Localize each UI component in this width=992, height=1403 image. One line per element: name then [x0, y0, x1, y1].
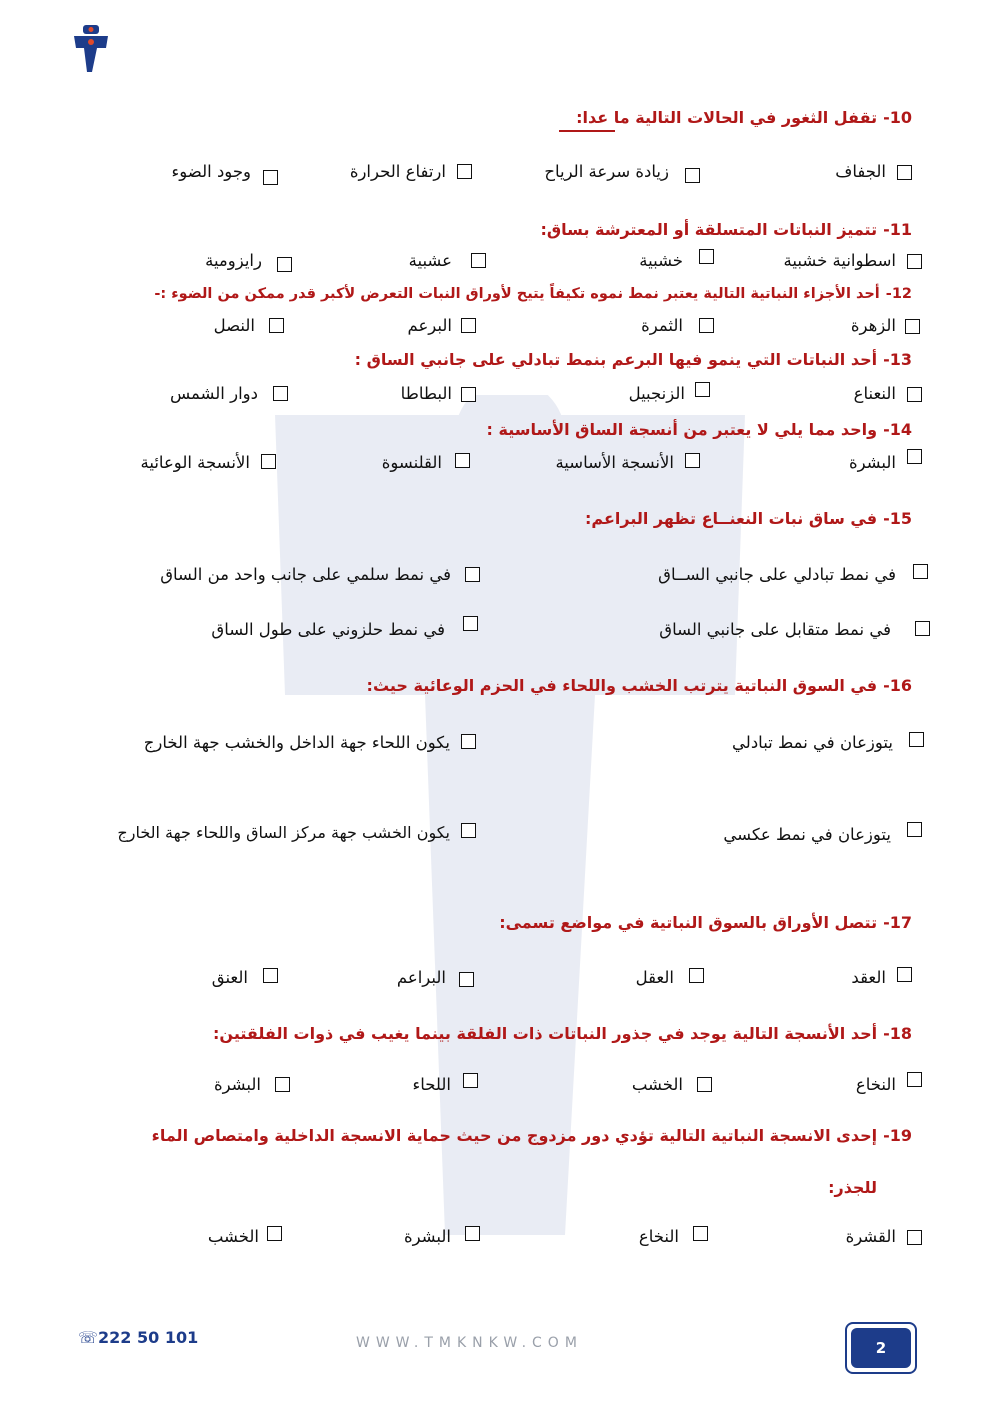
option-q10-c: ارتفاع الحرارة — [349, 162, 446, 181]
question-19: 19-إحدى الانسجة النباتية التالية تؤدي دور مزدوج من حيث حماية الانسجة الداخلية وامتصاص الماء — [151, 1126, 912, 1145]
question-12: 12-أحد الأجزاء النباتية التالية يعتبر نمط نموه تكيفاً يتيح لأوراق النبات التعرض لأكبر قدر ممكن من الضوء :- — [154, 286, 912, 302]
question-14: 14-واحد مما يلي لا يعتبر من أنسجة الساق الأساسية : — [486, 420, 912, 439]
option-q15-b: في نمط سلمي على جانب واحد من الساق — [160, 565, 451, 584]
option-q13-d: دوار الشمس — [169, 384, 258, 403]
option-q16-a: يتوزعان في نمط تبادلي — [732, 733, 893, 752]
option-q10-b: زيادة سرعة الرياح — [544, 162, 669, 181]
option-q12-b: الثمرة — [641, 316, 683, 335]
question-16: 16-في السوق النباتية يترتب الخشب واللحاء في الحزم الوعائية حيث: — [366, 676, 912, 695]
checkbox-q12-c[interactable] — [461, 318, 476, 333]
checkbox-q14-a[interactable] — [907, 449, 922, 464]
checkbox-q17-d[interactable] — [263, 968, 278, 983]
question-19-continued: للجذر: — [828, 1178, 877, 1197]
option-q15-c: في نمط متقابل على جانبي الساق — [659, 620, 891, 639]
checkbox-q11-a[interactable] — [907, 254, 922, 269]
question-17: 17-تتصل الأوراق بالسوق النباتية في مواضع تسمى: — [499, 913, 912, 932]
option-q10-a: الجفاف — [835, 162, 886, 181]
question-15: 15-في ساق نبات النعنــاع تظهر البراعم: — [585, 509, 912, 528]
option-q14-d: الأنسجة الوعائية — [140, 453, 250, 472]
checkbox-q16-d[interactable] — [461, 823, 476, 838]
page-number-badge — [845, 1322, 917, 1374]
checkbox-q10-a[interactable] — [897, 165, 912, 180]
option-q18-b: الخشب — [631, 1075, 683, 1094]
underline-accent — [559, 130, 615, 132]
option-q14-b: الأنسجة الأساسية — [555, 453, 674, 472]
checkbox-q13-d[interactable] — [273, 386, 288, 401]
option-q19-a: القشرة — [845, 1227, 896, 1246]
option-q11-d: رايزومية — [205, 251, 262, 270]
option-q15-d: في نمط حلزوني على طول الساق — [211, 620, 445, 639]
checkbox-q17-b[interactable] — [689, 968, 704, 983]
checkbox-q14-d[interactable] — [261, 454, 276, 469]
option-q12-c: البرعم — [407, 316, 452, 335]
option-q15-a: في نمط تبادلي على جانبي الســاق — [658, 565, 896, 584]
option-q13-b: الزنجبيل — [628, 384, 685, 403]
checkbox-q13-b[interactable] — [695, 382, 710, 397]
option-q12-d: النصل — [213, 316, 255, 335]
option-q13-c: البطاطا — [400, 384, 452, 403]
checkbox-q13-c[interactable] — [461, 387, 476, 402]
checkbox-q16-c[interactable] — [907, 822, 922, 837]
checkbox-q18-a[interactable] — [907, 1072, 922, 1087]
checkbox-q15-b[interactable] — [465, 567, 480, 582]
checkbox-q15-c[interactable] — [915, 621, 930, 636]
footer-phone: ☏222 50 101 — [78, 1328, 199, 1347]
option-q11-a: اسطوانية خشبية — [783, 251, 896, 270]
checkbox-q10-c[interactable] — [457, 164, 472, 179]
option-q19-c: البشرة — [403, 1227, 451, 1246]
checkbox-q12-d[interactable] — [269, 318, 284, 333]
option-q11-b: خشبية — [639, 251, 683, 270]
question-13: 13-أحد النباتات التي ينمو فيها البرعم بنمط تبادلي على جانبي الساق : — [354, 350, 912, 369]
checkbox-q18-d[interactable] — [275, 1077, 290, 1092]
brand-logo-icon — [72, 22, 110, 74]
checkbox-q11-b[interactable] — [699, 249, 714, 264]
checkbox-q14-b[interactable] — [685, 453, 700, 468]
checkbox-q17-c[interactable] — [459, 972, 474, 987]
option-q14-c: القلنسوة — [381, 453, 442, 472]
checkbox-q16-a[interactable] — [909, 732, 924, 747]
option-q16-b: يكون اللحاء جهة الداخل والخشب جهة الخارج — [143, 733, 450, 752]
question-18: 18-أحد الأنسجة التالية يوجد في جذور النباتات ذات الفلقة بينما يغيب في ذوات الفلقتين: — [213, 1024, 912, 1043]
option-q18-d: البشرة — [213, 1075, 261, 1094]
option-q17-d: العنق — [211, 968, 248, 987]
option-q19-d: الخشب — [207, 1227, 259, 1246]
checkbox-q16-b[interactable] — [461, 734, 476, 749]
option-q16-d: يكون الخشب جهة مركز الساق واللحاء جهة الخارج — [117, 823, 450, 842]
checkbox-q12-a[interactable] — [905, 319, 920, 334]
checkbox-q18-c[interactable] — [463, 1073, 478, 1088]
checkbox-q17-a[interactable] — [897, 967, 912, 982]
option-q18-c: اللحاء — [412, 1075, 451, 1094]
checkbox-q11-c[interactable] — [471, 253, 486, 268]
option-q13-a: النعناع — [853, 384, 896, 403]
option-q17-c: البراعم — [396, 968, 446, 987]
checkbox-q19-b[interactable] — [693, 1226, 708, 1241]
checkbox-q19-c[interactable] — [465, 1226, 480, 1241]
checkbox-q14-c[interactable] — [455, 453, 470, 468]
checkbox-q19-d[interactable] — [267, 1226, 282, 1241]
checkbox-q10-b[interactable] — [685, 168, 700, 183]
option-q19-b: النخاع — [638, 1227, 679, 1246]
option-q17-b: العقل — [635, 968, 674, 987]
question-11: 11-تتميز النباتات المتسلقة أو المعترشة بساق: — [540, 220, 912, 239]
page-number: 2 — [851, 1328, 911, 1368]
checkbox-q13-a[interactable] — [907, 387, 922, 402]
checkbox-q18-b[interactable] — [697, 1077, 712, 1092]
checkbox-q19-a[interactable] — [907, 1230, 922, 1245]
option-q18-a: النخاع — [855, 1075, 896, 1094]
option-q16-c: يتوزعان في نمط عكسي — [723, 825, 891, 844]
checkbox-q15-a[interactable] — [913, 564, 928, 579]
option-q17-a: العقد — [851, 968, 886, 987]
checkbox-q11-d[interactable] — [277, 257, 292, 272]
option-q14-a: البشرة — [848, 453, 896, 472]
checkbox-q15-d[interactable] — [463, 616, 478, 631]
option-q12-a: الزهرة — [850, 316, 896, 335]
phone-icon: ☏ — [78, 1328, 99, 1347]
question-10: 10-تقفل الثغور في الحالات التالية ما عدا: — [576, 108, 912, 127]
checkbox-q10-d[interactable] — [263, 170, 278, 185]
option-q11-c: عشبية — [408, 251, 452, 270]
footer-website: WWW.TMKNKW.COM — [356, 1335, 583, 1351]
checkbox-q12-b[interactable] — [699, 318, 714, 333]
option-q10-d: وجود الضوء — [171, 162, 251, 181]
